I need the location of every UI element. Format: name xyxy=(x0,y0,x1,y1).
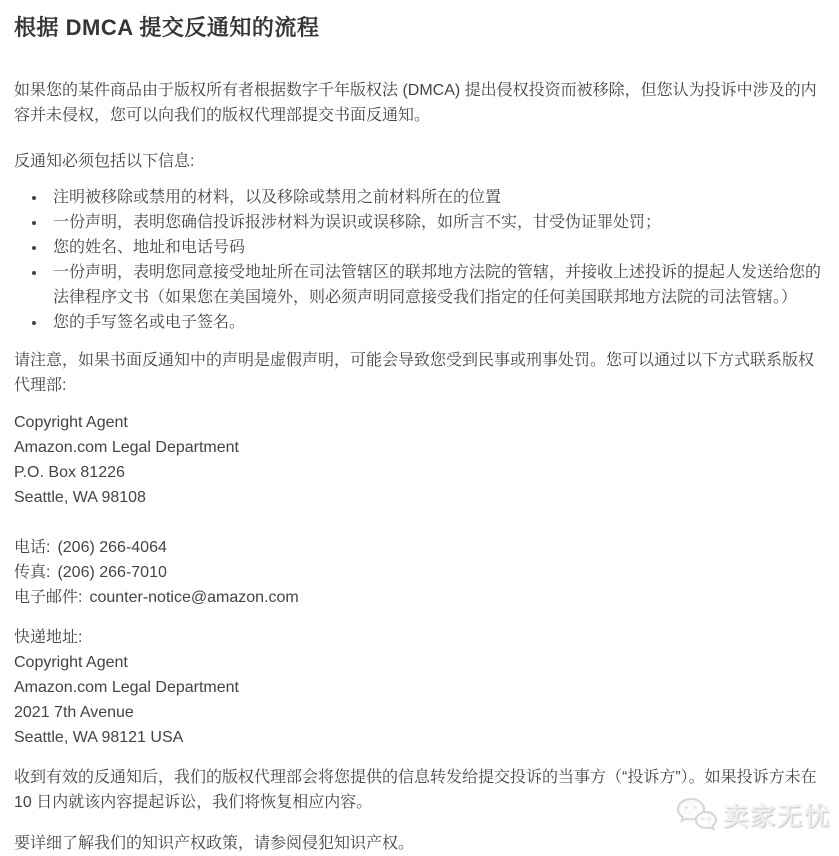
mailing-address-block xyxy=(14,410,825,510)
requirement-item: • 一份声明，表明您确信投诉报涉材料为误识或误移除，如所言不实，甘受伪证罪处罚； xyxy=(47,210,825,235)
email-label: 电子邮件: xyxy=(14,589,83,606)
phone-number: (206) 266-4064 xyxy=(57,539,167,556)
fax-line xyxy=(14,560,825,585)
email-address: counter-notice@amazon.com xyxy=(89,589,299,606)
courier-address-block xyxy=(14,625,825,750)
address-line: Copyright Agent xyxy=(14,654,128,671)
requirement-item: • 您的手写签名或电子签名。 xyxy=(47,310,825,335)
email-line xyxy=(14,585,825,610)
address-line: Amazon.com Legal Department xyxy=(14,679,239,696)
requirement-item: • 您的姓名、地址和电话号码 xyxy=(47,235,825,260)
watermark-text: 卖家无忧 xyxy=(722,803,831,831)
requirements-intro: 反通知必须包括以下信息: xyxy=(14,153,195,170)
address-line: Copyright Agent xyxy=(14,414,128,431)
fax-label: 传真: xyxy=(14,564,51,581)
intro-paragraph: 如果您的某件商品由于版权所有者根据数字千年版权法 (DMCA) 提出侵权投资而被移除，但您认为投诉中涉及的内容并未侵权，您可以向我们的版权代理部提交书面反通知。 xyxy=(14,82,817,124)
contact-block xyxy=(14,535,825,610)
restore-content-paragraph: 收到有效的反通知后，我们的版权代理部会将您提供的信息转发给提交投诉的当事方（“投诉方”）。如果投诉方未在 10 日内就该内容提起诉讼，我们将恢复相应内容。 xyxy=(14,769,817,811)
fax-number: (206) 266-7010 xyxy=(57,564,167,581)
address-line: 2021 7th Avenue xyxy=(14,704,134,721)
requirement-item: • 一份声明，表明您同意接受地址所在司法管辖区的联邦地方法院的管辖，并接收上述投诉的提起人发送给您的法律程序文书（如果您在美国境外，则必须声明同意接受我们指定的任何美国联邦地方法院的司法管辖。） xyxy=(47,260,825,310)
requirement-item: • 注明被移除或禁用的材料，以及移除或禁用之前材料所在的位置 xyxy=(47,185,825,210)
ip-policy-paragraph: 要详细了解我们的知识产权政策，请参阅侵犯知识产权。 xyxy=(14,835,415,852)
page-title: 根据 DMCA 提交反通知的流程 xyxy=(14,15,320,40)
address-line: Seattle, WA 98121 USA xyxy=(14,729,184,746)
address-line: Seattle, WA 98108 xyxy=(14,489,146,506)
address-line: P.O. Box 81226 xyxy=(14,464,125,481)
phone-line xyxy=(14,535,825,560)
courier-address-label: 快递地址: xyxy=(14,629,83,646)
requirements-list xyxy=(14,185,825,335)
address-line: Amazon.com Legal Department xyxy=(14,439,239,456)
false-statement-notice: 请注意，如果书面反通知中的声明是虚假声明，可能会导致您受到民事或刑事处罚。您可以通过以下方式联系版权代理部: xyxy=(14,352,815,394)
phone-label: 电话: xyxy=(14,539,51,556)
